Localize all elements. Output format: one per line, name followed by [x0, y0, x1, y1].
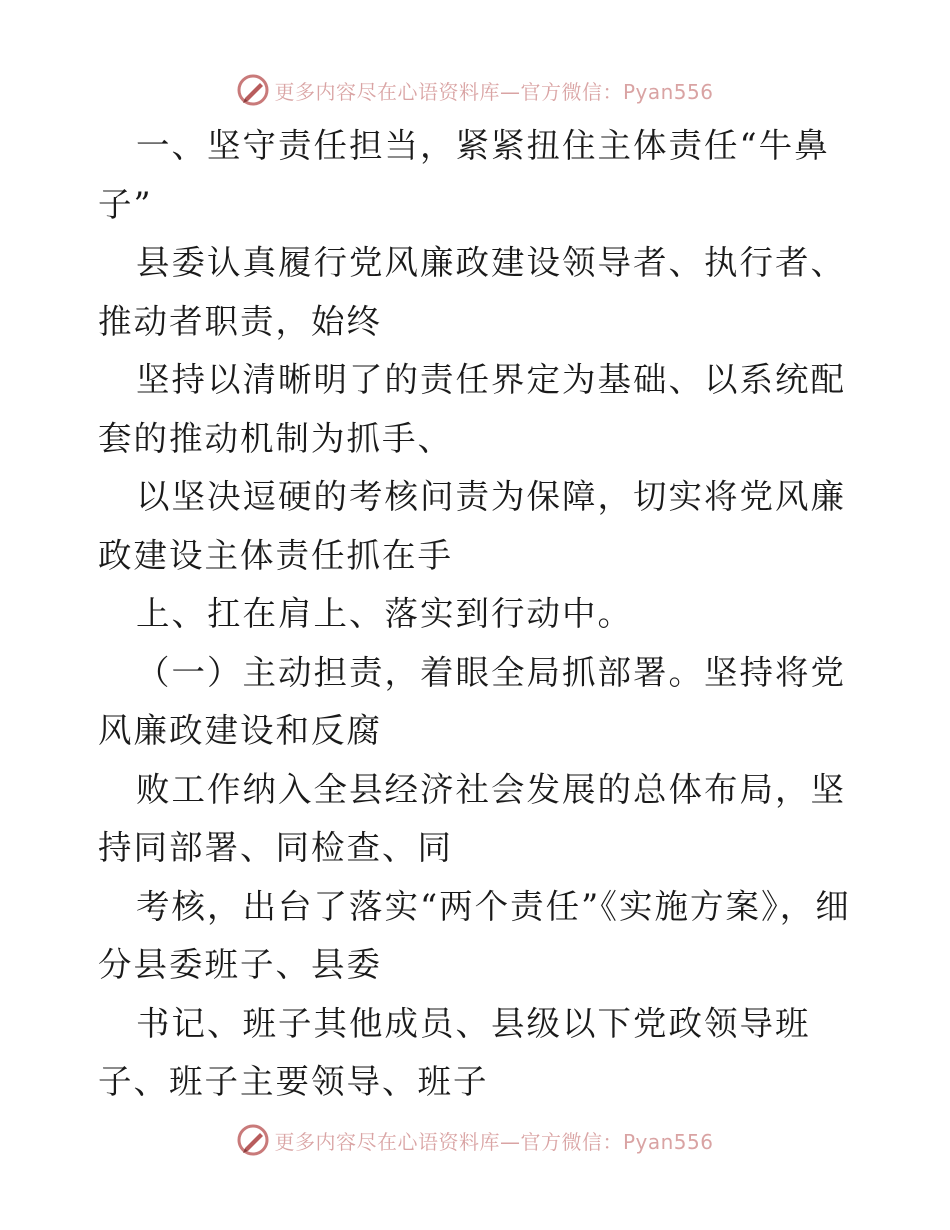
- watermark-text: 更多内容尽在心语资料库—官方微信：Pyan556: [274, 1129, 714, 1154]
- paragraph-line: 以坚决逗硬的考核问责为保障，切实将党风廉政建设主体责任抓在手: [98, 477, 846, 575]
- footer-watermark: [0, 1120, 950, 1160]
- pen-logo-icon: [236, 73, 270, 107]
- paragraph-line: 上、扛在肩上、落实到行动中。: [136, 594, 633, 633]
- header-watermark: [0, 70, 950, 110]
- paragraph-line: 考核，出台了落实“两个责任”《实施方案》，细分县委班子、县委: [98, 886, 851, 984]
- paragraph-line: 书记、班子其他成员、县级以下党政领导班子、班子主要领导、班子: [98, 1003, 811, 1101]
- paragraph-line: 一、坚守责任担当，紧紧扭住主体责任“牛鼻子”: [98, 126, 830, 224]
- paragraph-line: 败工作纳入全县经济社会发展的总体布局，坚持同部署、同检查、同: [98, 769, 846, 867]
- document-body: [98, 117, 858, 1112]
- pen-logo-icon: [236, 1123, 270, 1157]
- paragraph-line: （一）主动担责，着眼全局抓部署。坚持将党风廉政建设和反腐: [98, 652, 846, 750]
- paragraph-line: 县委认真履行党风廉政建设领导者、执行者、推动者职责，始终: [98, 243, 846, 341]
- watermark-text: 更多内容尽在心语资料库—官方微信：Pyan556: [274, 79, 714, 104]
- paragraph-line: 坚持以清晰明了的责任界定为基础、以系统配套的推动机制为抓手、: [98, 360, 846, 458]
